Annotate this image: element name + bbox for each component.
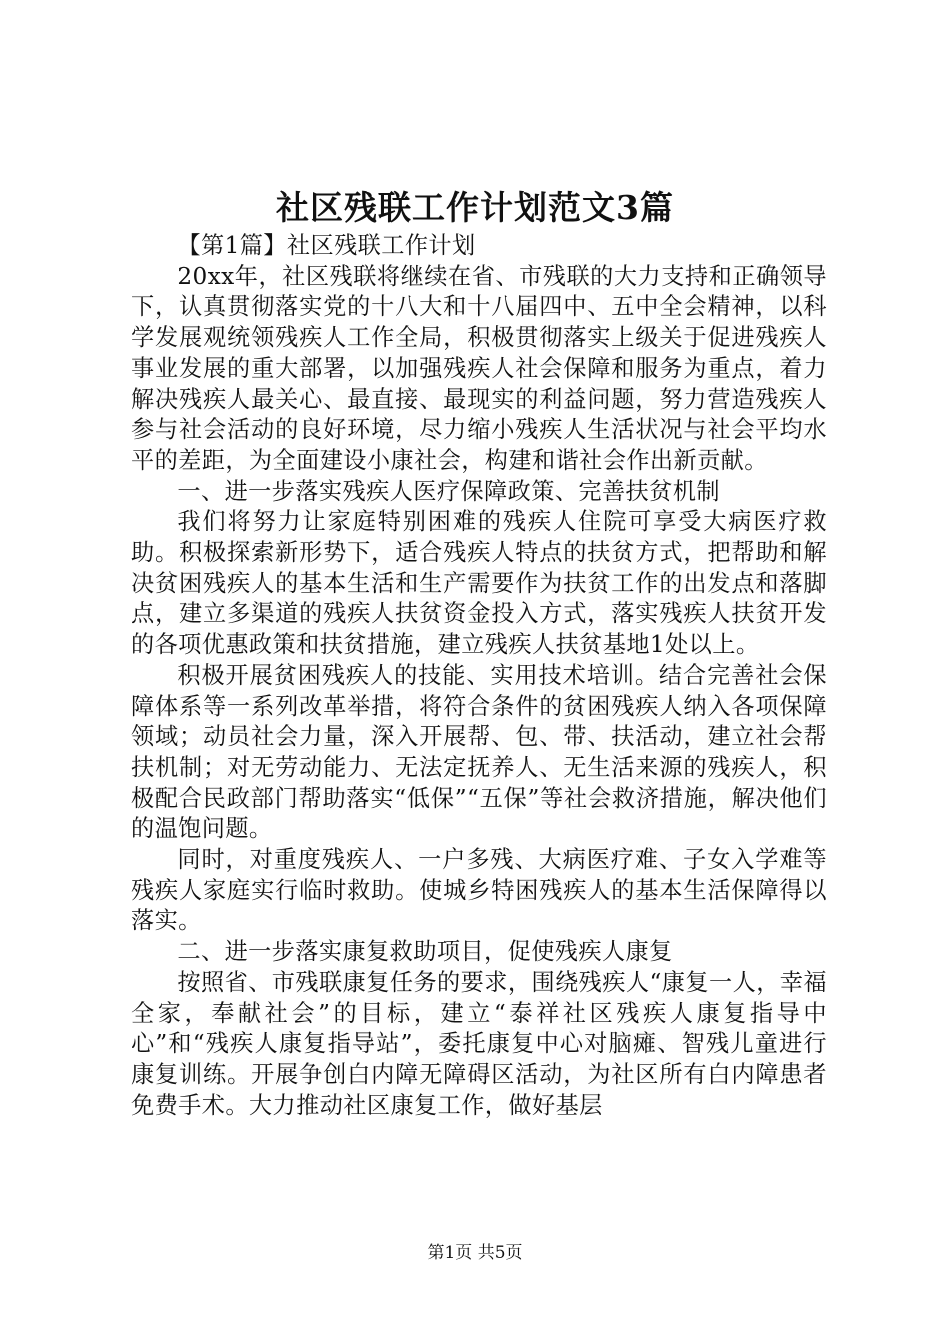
section-heading-part-1: 【第1篇】社区残联工作计划 xyxy=(177,232,476,259)
section-heading: 二、进一步落实康复救助项目，促使残疾人康复 xyxy=(177,938,673,966)
page-footer: 第1页 共5页 xyxy=(427,1243,523,1263)
document-title: 社区残联工作计划范文3篇 xyxy=(276,188,674,227)
body-paragraph: 积极开展贫困残疾人的技能、实用技术培训。结合完善社会保障体系等一系列改革举措，将符合条件的贫困残疾人纳入各项保障领域；动员社会力量，深入开展帮、包、带、扶活动，建立社会帮扶机制；对无劳动能力、无法定抚养人、无生活来源的残疾人，积极配合民政部门帮助落实“低保”“五保”等社会救济措施，解决他们的温饱问题。 xyxy=(131,661,827,843)
body-paragraph: 按照省、市残联康复任务的要求，围绕残疾人“康复一人，幸福全家，奉献社会”的目标，建立“泰祥社区残疾人康复指导中心”和“残疾人康复指导站”，委托康复中心对脑瘫、智残儿童进行康复训练。开展争创白内障无障碍区活动，为社区所有白内障患者免费手术。大力推动社区康复工作，做好基层 xyxy=(131,968,827,1119)
body-paragraph: 20xx年，社区残联将继续在省、市残联的大力支持和正确领导下，认真贯彻落实党的十八大和十八届四中、五中全会精神，以科学发展观统领残疾人工作全局，积极贯彻落实上级关于促进残疾人事业发展的重大部署，以加强残疾人社会保障和服务为重点，着力解决残疾人最关心、最直接、最现实的利益问题，努力营造残疾人参与社会活动的良好环境，尽力缩小残疾人生活状况与社会平均水平的差距，为全面建设小康社会，构建和谐社会作出新贡献。 xyxy=(131,262,827,474)
document-body xyxy=(131,231,827,1121)
body-paragraph: 我们将努力让家庭特别困难的残疾人住院可享受大病医疗救助。积极探索新形势下，适合残疾人特点的扶贫方式，把帮助和解决贫困残疾人的基本生活和生产需要作为扶贫工作的出发点和落脚点，建立多渠道的残疾人扶贫资金投入方式，落实残疾人扶贫开发的各项优惠政策和扶贫措施，建立残疾人扶贫基地1处以上。 xyxy=(131,508,827,659)
section-heading: 一、进一步落实残疾人医疗保障政策、完善扶贫机制 xyxy=(177,477,720,505)
body-paragraph: 同时，对重度残疾人、一户多残、大病医疗难、子女入学难等残疾人家庭实行临时救助。使城乡特困残疾人的基本生活保障得以落实。 xyxy=(131,846,827,935)
